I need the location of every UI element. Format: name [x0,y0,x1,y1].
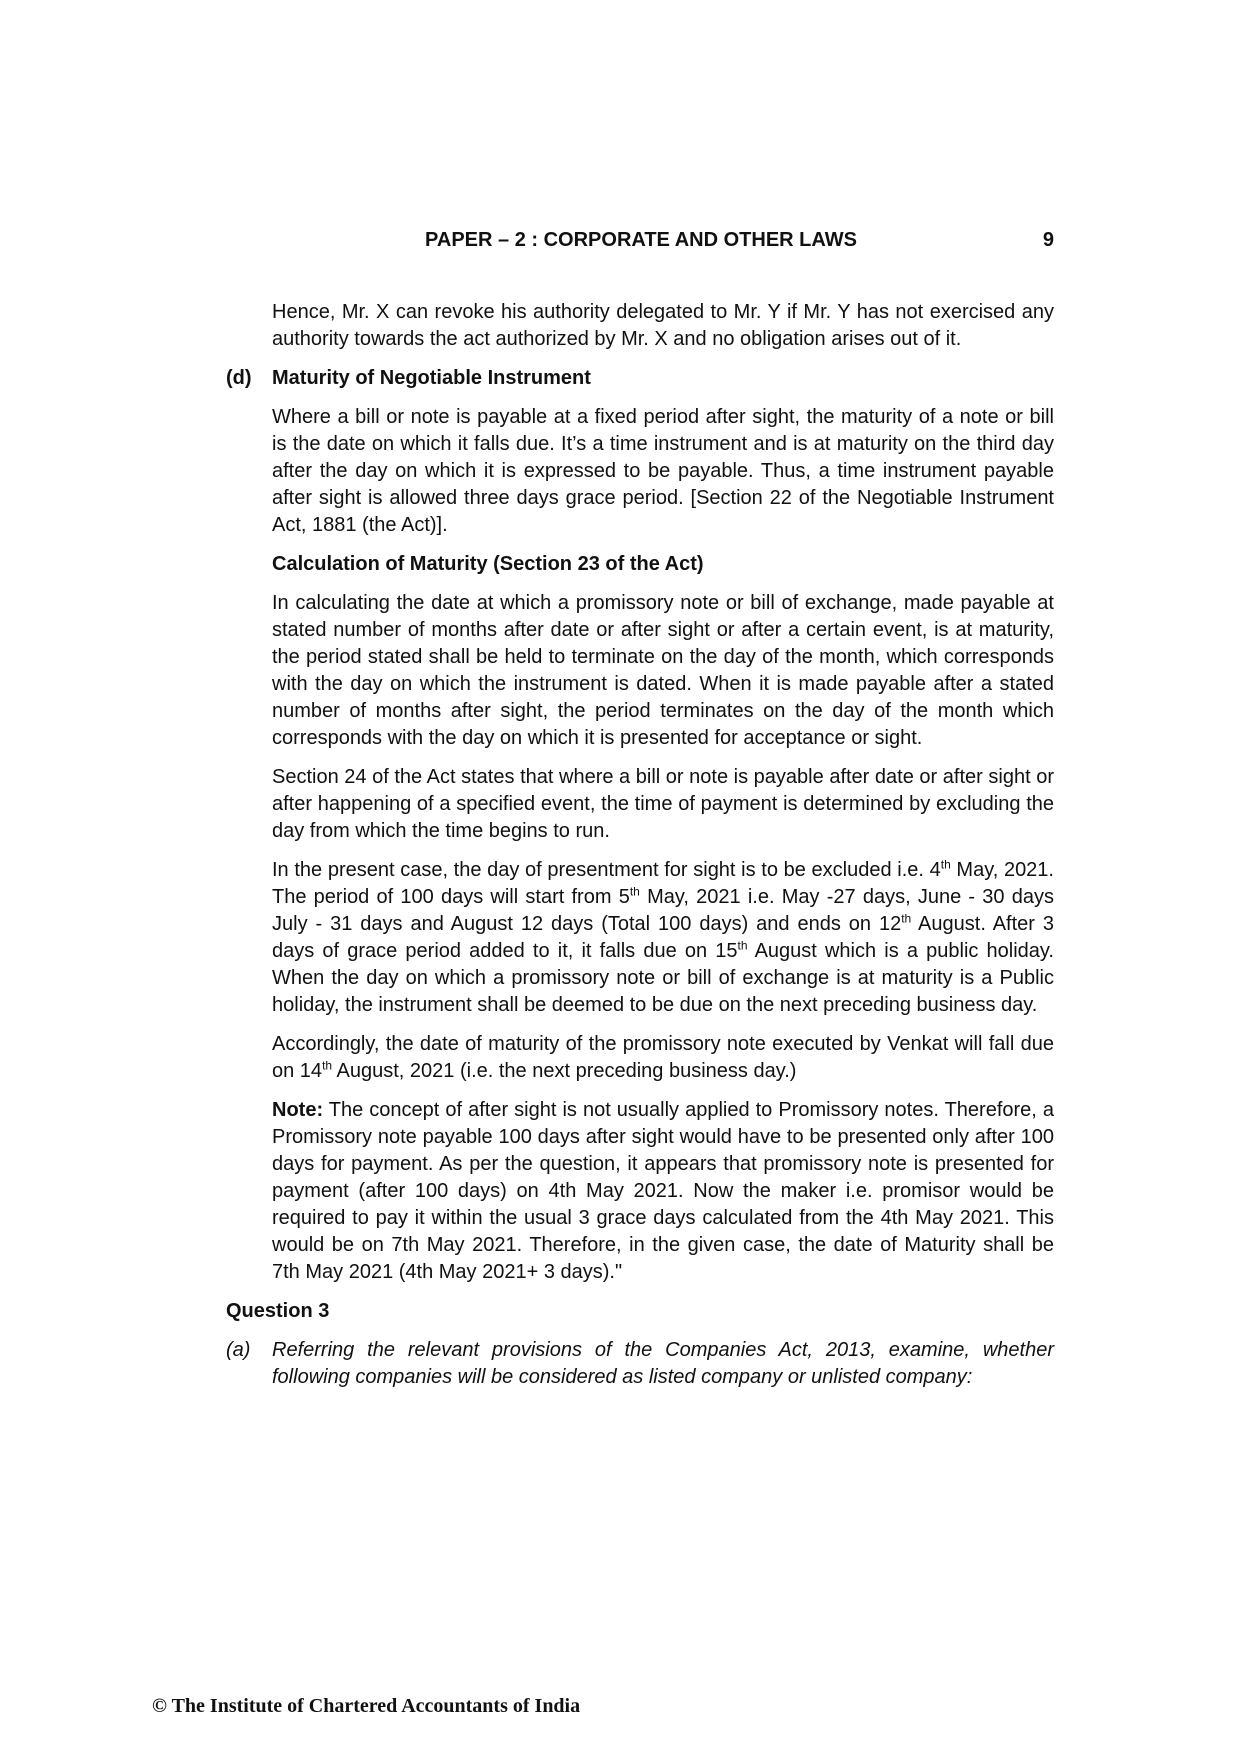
page-content [226,299,1054,1403]
text-run: August. After 3 days of grace period added to it, it falls due on 15 [272,913,1054,962]
note-text: The concept of after sight is not usually applied to Promissory notes. Therefore, a Promissory note payable 100 days after sight would have to be presented only after 100 days for payment. As per the question, it appears that promissory note is presented for payment (after 100 days) on 4th May 2021. Now the maker i.e. promisor would be required to pay it within the usual 3 grace days calculated from the 4th May 2021. This would be on 7th May 2021. Therefore, in the given case, the date of Maturity shall be 7th May 2021 (4th May 2021+ 3 days)." [272,1099,1054,1283]
ordinal-suffix: th [901,911,912,926]
section-d-paragraph-1: Where a bill or note is payable at a fixed period after sight, the maturity of a note or bill is the date on which it falls due. It’s a time instrument and is at maturity on the third day after the day on which it is expressed to be payable. Thus, a time instrument payable after sight is allowed three days grace period. [Section 22 of the Negotiable Instrument Act, 1881 (the Act)]. [272,406,1054,536]
text-run: May, 2021. The period of 100 days will start from 5 [272,859,1054,908]
section-d-marker: (d) [226,367,252,389]
text-run: August which is a public holiday. When the day on which a promissory note or bill of exchange is at maturity is a Public holiday, the instrument shall be deemed to be due on the next preceding business day. [272,940,1054,1016]
section-d-paragraph-3: Section 24 of the Act states that where a bill or note is payable after date or after sight or after happening of a specified event, the time of payment is determined by excluding the day from which the time begins to run. [272,766,1054,842]
question-3-heading: Question 3 [226,1300,330,1322]
text-run: May, 2021 i.e. May -27 days, June - 30 days July - 31 days and August 12 days (Total 100 days) and ends on 12 [272,886,1055,935]
note-paragraph [272,1097,1054,1286]
ordinal-suffix: th [737,938,748,953]
text-run: August, 2021 (i.e. the next preceding business day.) [332,1060,797,1082]
intro-block [226,299,1054,353]
note-label: Note: [272,1099,324,1121]
section-d-paragraph-4 [272,857,1054,1019]
ordinal-suffix: th [629,884,640,899]
ordinal-suffix: th [940,857,951,872]
part-a-text: Referring the relevant provisions of the Companies Act, 2013, examine, whether following companies will be considered as listed company or unlisted company: [272,1339,1054,1388]
page-number: 9 [1042,229,1054,251]
section-d-paragraph-2: In calculating the date at which a promissory note or bill of exchange, made payable at stated number of months after date or after sight or after a certain event, is at maturity, the period stated shall be held to terminate on the day of the month, which corresponds with the day on which the instrument is dated. When it is made payable after a stated number of months after sight, the period terminates on the day of the month which corresponds with the day on which it is presented for acceptance or sight. [272,592,1054,749]
text-run: In the present case, the day of presentment for sight is to be excluded i.e. 4 [272,859,941,881]
question-3-part-a [226,1337,1054,1391]
ordinal-suffix: th [322,1058,333,1073]
text-run: Accordingly, the date of maturity of the promissory note executed by Venkat will fall due on 14 [272,1033,1054,1082]
section-d-heading: Maturity of Negotiable Instrument [272,367,591,389]
intro-paragraph: Hence, Mr. X can revoke his authority delegated to Mr. Y if Mr. Y has not exercised any authority towards the act authorized by Mr. X and no obligation arises out of it. [272,301,1054,350]
section-d [226,365,1054,1286]
part-a-marker: (a) [226,1339,251,1361]
section-d-paragraph-5 [272,1031,1054,1085]
page-title: PAPER – 2 : CORPORATE AND OTHER LAWS [425,229,857,251]
copyright-footer: © The Institute of Chartered Accountants of India [152,1695,581,1717]
page-header [228,226,1054,254]
calculation-subheading: Calculation of Maturity (Section 23 of the Act) [272,553,704,575]
